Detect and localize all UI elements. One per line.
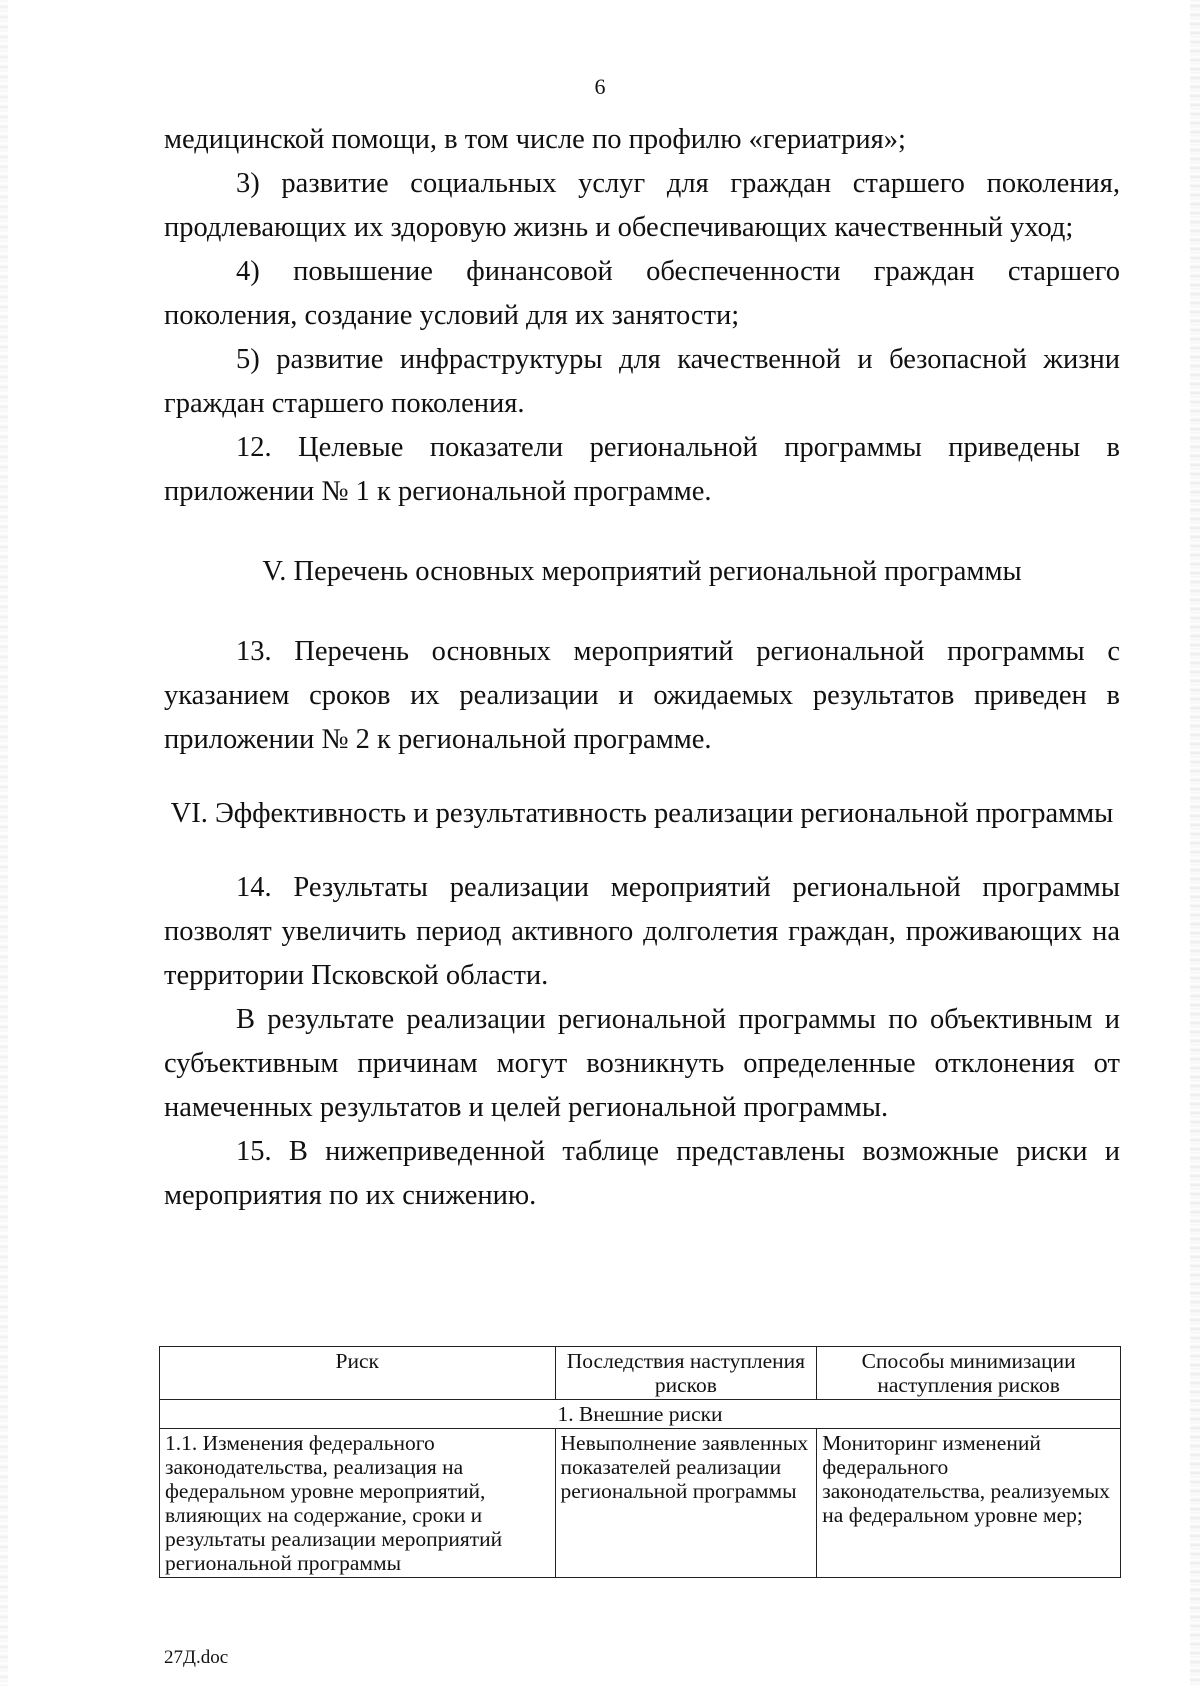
paragraph: 12. Целевые показатели региональной программы приведены в приложении № 1 к региональной программе. <box>164 432 1120 507</box>
paragraph: 5) развитие инфраструктуры для качественной и безопасной жизни граждан старшего поколения. <box>164 344 1120 419</box>
file-name-footer: 27Д.doc <box>164 1647 229 1668</box>
scan-edge-left <box>0 0 8 1686</box>
table-cell-risk: 1.1. Изменения федерального законодательства, реализация на федеральном уровне мероприятий, влияющих на содержание, сроки и результаты реализации мероприятий региональной программы <box>160 1429 556 1578</box>
table-section-title: 1. Внешние риски <box>160 1400 1121 1429</box>
table-cell-consequences: Невыполнение заявленных показателей реализации региональной программы <box>555 1429 817 1578</box>
table-cell-mitigation: Мониторинг изменений федерального законодательства, реализуемых на федеральном уровне мер; <box>817 1429 1121 1578</box>
document-body <box>164 118 1120 1218</box>
table-row <box>160 1429 1121 1578</box>
page-number: 6 <box>594 74 606 99</box>
risk-table <box>159 1346 1121 1578</box>
table-header-consequences: Последствия наступления рисков <box>555 1347 817 1400</box>
table-header-mitigation: Способы минимизации наступления рисков <box>817 1347 1121 1400</box>
scan-edge-right <box>1190 0 1200 1686</box>
table-header-row <box>160 1347 1121 1400</box>
paragraph: В результате реализации региональной программы по объективным и субъективным причинам могут возникнуть определенные отклонения от намеченных результатов и целей региональной программы. <box>164 1004 1120 1123</box>
paragraph: 13. Перечень основных мероприятий региональной программы с указанием сроков их реализации и ожидаемых результатов приведен в приложении № 2 к региональной программе. <box>164 636 1120 755</box>
paragraph: 14. Результаты реализации мероприятий региональной программы позволят увеличить период активного долголетия граждан, проживающих на территории Псковской области. <box>164 872 1120 991</box>
paragraph: 3) развитие социальных услуг для граждан старшего поколения, продлевающих их здоровую жизнь и обеспечивающих качественный уход; <box>164 168 1120 243</box>
paragraph: 15. В нижеприведенной таблице представлены возможные риски и мероприятия по их снижению. <box>164 1136 1120 1211</box>
section-heading: VI. Эффективность и результативность реализации региональной программы <box>170 798 1114 829</box>
paragraph: медицинской помощи, в том числе по профилю «гериатрия»; <box>164 124 906 155</box>
section-heading: V. Перечень основных мероприятий региональной программы <box>262 556 1022 587</box>
table-header-risk: Риск <box>160 1347 556 1400</box>
paragraph: 4) повышение финансовой обеспеченности граждан старшего поколения, создание условий для их занятости; <box>164 256 1120 331</box>
table-section-row <box>160 1400 1121 1429</box>
